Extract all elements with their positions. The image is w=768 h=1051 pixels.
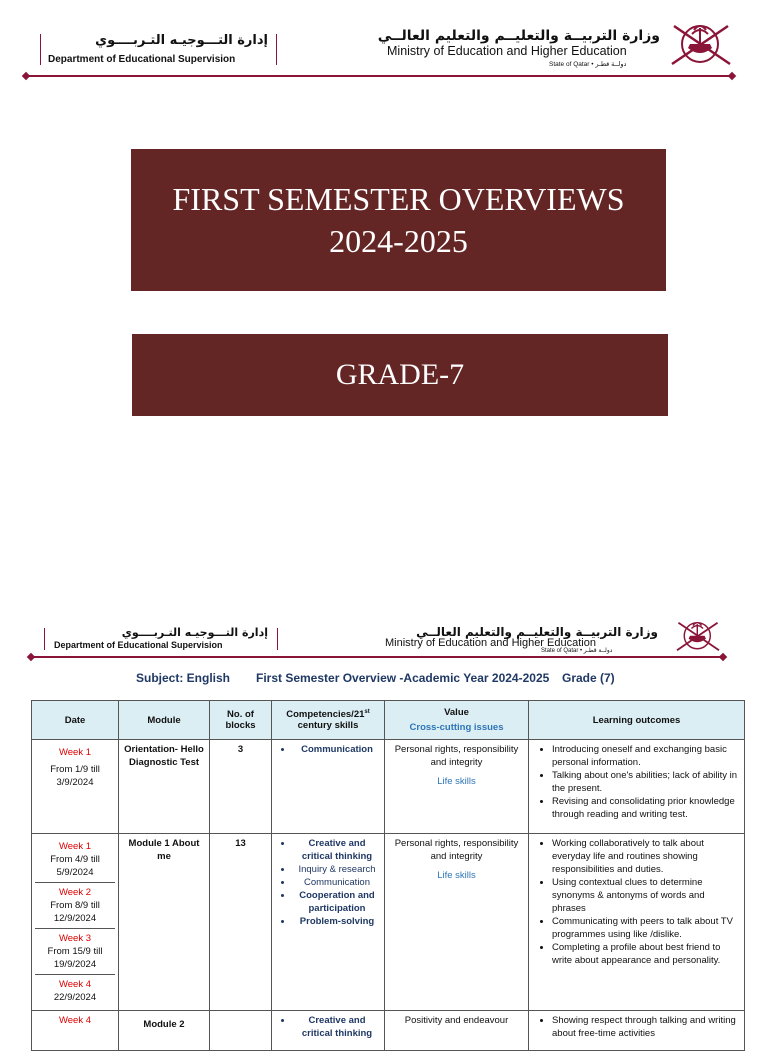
department-arabic: إدارة التـــوجيـه التـربــــوي [95, 33, 268, 48]
value-cell: Personal rights, responsibility and integrity Life skills [385, 834, 529, 1011]
page-header-second [0, 612, 768, 662]
table-row [32, 740, 745, 834]
outcomes-cell [529, 1011, 745, 1051]
competency-item: • Creative and critical thinking [293, 837, 381, 863]
header-outcomes: Learning outcomes [529, 701, 745, 740]
module-cell: Orientation- Hello Diagnostic Test [119, 740, 210, 834]
outcome-item: • Talking about one's abilities; lack of ability in the present. [552, 769, 741, 795]
outcomes-cell [529, 740, 745, 834]
blocks-cell: 13 [210, 834, 272, 1011]
department-english: Department of Educational Supervision [54, 640, 223, 650]
week-label: Week 4 [58, 979, 92, 990]
outcome-item: • Working collaboratively to talk about everyday life and routines showing responsibilities and duties. [552, 837, 741, 876]
date-range: From 4/9 till 5/9/2024 [50, 854, 100, 878]
competency-item: • Cooperation and participation [293, 889, 381, 915]
header-module: Module [119, 701, 210, 740]
week-label: Week 2 [58, 887, 92, 898]
divider-end-left [27, 653, 35, 661]
competencies-cell [272, 740, 385, 834]
competency-item: • Inquiry & research [293, 863, 381, 876]
date-cell [32, 740, 119, 834]
grade-banner [132, 334, 668, 416]
module-cell: Module 1 About me [119, 834, 210, 1011]
week-label: Week 1 [58, 841, 92, 852]
header-value: Value Cross-cutting issues [385, 701, 529, 740]
grade-label: GRADE-7 [335, 358, 465, 391]
page-header-top [0, 0, 768, 85]
outcomes-cell [529, 834, 745, 1011]
header-date: Date [32, 701, 119, 740]
competencies-cell [272, 1011, 385, 1051]
department-arabic: إدارة التـــوجيـه التـربــــوي [121, 626, 268, 639]
week-label: Week 4 [58, 1015, 92, 1026]
outcome-item: • Revising and consolidating prior knowledge through reading and writing test. [552, 795, 741, 821]
cover-title-banner [131, 149, 666, 291]
ministry-arabic: وزارة التربيــة والتعليــم والتعليم العالــي [416, 625, 658, 639]
state-of-qatar: State of Qatar • دولــة قطـر [541, 648, 613, 654]
module-cell: Module 2 [119, 1011, 210, 1051]
value-cell: Personal rights, responsibility and integrity Life skills [385, 740, 529, 834]
blocks-cell [210, 1011, 272, 1051]
outcome-item: • Completing a profile about best friend to write about appearance and personality. [552, 941, 741, 967]
table-row [32, 834, 745, 1011]
date-cell [32, 834, 119, 1011]
header-blocks: No. of blocks [210, 701, 272, 740]
cover-title-line1: FIRST SEMESTER OVERVIEWS [172, 181, 625, 217]
date-range: From 1/9 till 3/9/2024 [50, 764, 100, 788]
overview-label: First Semester Overview -Academic Year 2024-2025 [256, 671, 550, 685]
ministry-arabic: وزارة التربيــة والتعليــم والتعليم العالــي [377, 28, 660, 44]
value-cell: Positivity and endeavour [385, 1011, 529, 1051]
grade-label: Grade (7) [562, 671, 615, 685]
subject-label: Subject: English [136, 671, 231, 685]
competency-item: • Communication [293, 876, 381, 889]
header-competencies: Competencies/21st century skills [272, 701, 385, 740]
outcome-item: • Showing respect through talking and writing about free-time activities [552, 1014, 741, 1040]
competency-item: • Creative and critical thinking [293, 1014, 381, 1040]
ministry-english: Ministry of Education and Higher Education [387, 44, 627, 58]
competencies-cell [272, 834, 385, 1011]
qatar-emblem-icon [670, 614, 726, 656]
ministry-english: Ministry of Education and Higher Education [385, 637, 596, 649]
outcome-item: • Using contextual clues to determine synonyms & antonyms of words and phrases [552, 876, 741, 915]
table-header-row [32, 701, 745, 740]
overview-table [31, 700, 745, 1051]
table-row [32, 1011, 745, 1051]
week-label: Week 3 [58, 933, 92, 944]
week-label: Week 1 [58, 747, 92, 758]
header-divider [31, 656, 723, 658]
qatar-emblem-icon [666, 14, 736, 72]
competency-item: • Problem-solving [293, 915, 381, 928]
state-of-qatar: State of Qatar • دولــة قطـر [549, 61, 627, 68]
divider-end-left [22, 72, 30, 80]
department-english: Department of Educational Supervision [48, 54, 236, 65]
date-range: From 8/9 till 12/9/2024 [50, 900, 100, 924]
divider-end-right [728, 72, 736, 80]
outcome-item: • Communicating with peers to talk about TV programmes using like /dislike. [552, 915, 741, 941]
header-divider [26, 75, 732, 77]
outcome-item: • Introducing oneself and exchanging basic personal information. [552, 743, 741, 769]
blocks-cell: 3 [210, 740, 272, 834]
date-cell [32, 1011, 119, 1051]
competency-item: • Communication [293, 743, 381, 756]
cover-title-line2: 2024-2025 [329, 223, 468, 259]
date-range: 22/9/2024 [53, 992, 97, 1003]
date-range: From 15/9 till 19/9/2024 [47, 946, 103, 970]
